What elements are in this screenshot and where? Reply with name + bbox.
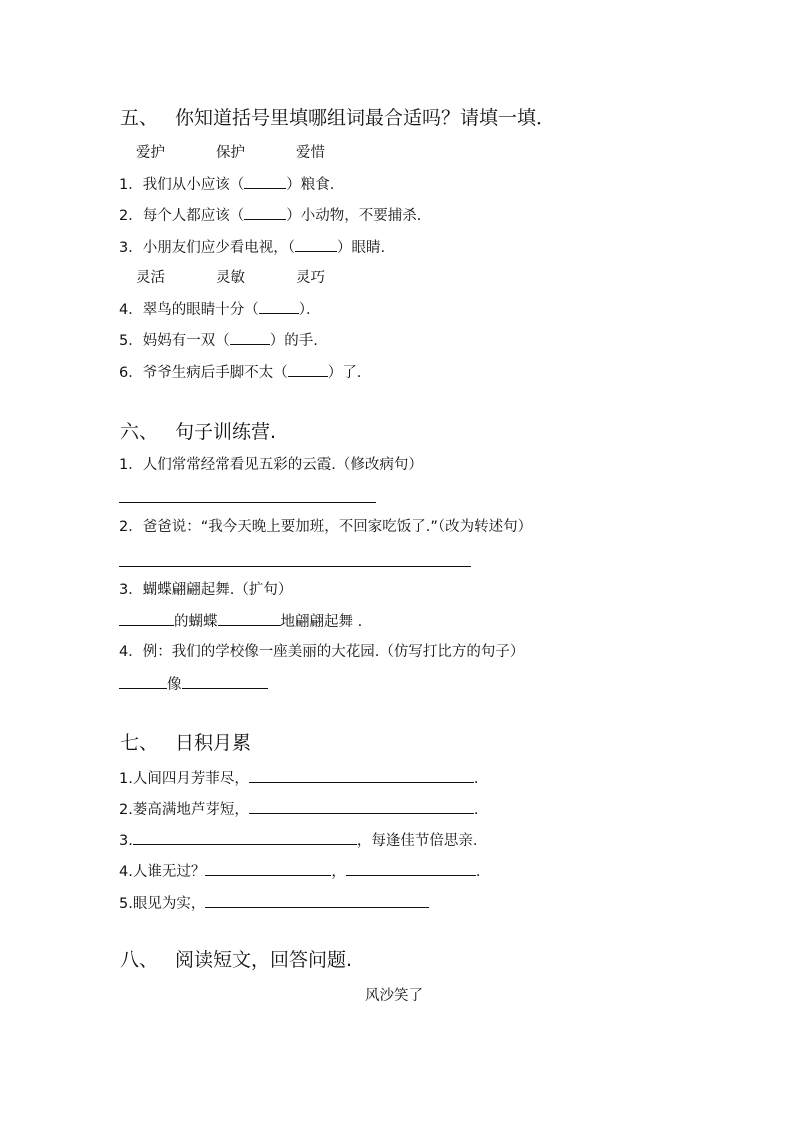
section-8-heading	[120, 948, 352, 972]
question-text: 1．我们从小应该（	[119, 177, 245, 193]
poem-line-1	[119, 768, 478, 789]
question-text: ）小动物，不要捕杀.	[286, 208, 422, 224]
answer-blank[interactable]	[230, 330, 270, 345]
answer-blank[interactable]	[119, 674, 167, 689]
poem-line-2	[119, 799, 478, 820]
question-text: 3．小朋友们应少看电视，（	[119, 240, 295, 256]
poem-text: 2.蒌高满地芦芽短，	[119, 802, 249, 818]
answer-text: 像	[167, 677, 182, 693]
word-option: 灵敏	[216, 270, 245, 286]
question-1: 1．人们常常经常看见五彩的云霞.（修改病句）	[119, 457, 423, 473]
answer-blank[interactable]	[205, 893, 429, 908]
section-6-heading	[120, 420, 276, 444]
word-option: 保护	[216, 145, 245, 161]
poem-text: 1.人间四月芳菲尽，	[119, 771, 249, 787]
question-item	[119, 362, 361, 383]
answer-blank[interactable]	[205, 861, 331, 876]
question-item	[119, 299, 320, 320]
word-option: 爱惜	[296, 145, 325, 161]
poem-text: 4.人谁无过？	[119, 864, 206, 880]
question-item	[119, 330, 318, 351]
question-text: ）的手.	[269, 333, 318, 349]
answer-line[interactable]	[119, 566, 471, 567]
question-text: 5．妈妈有一双（	[119, 333, 230, 349]
answer-blank[interactable]	[346, 861, 476, 876]
answer-blank[interactable]	[182, 674, 268, 689]
section-7-heading	[120, 731, 251, 755]
question-text: 2．每个人都应该（	[119, 208, 245, 224]
answer-blank[interactable]	[244, 174, 286, 189]
poem-line-5	[119, 893, 429, 914]
section-title: 日积月累	[175, 732, 252, 754]
answer-blank[interactable]	[259, 299, 299, 314]
word-options-2	[136, 268, 376, 288]
word-option: 爱护	[136, 145, 165, 161]
answer-blank[interactable]	[119, 611, 174, 626]
section-title: 阅读短文，回答问题.	[175, 949, 353, 971]
answer-blank[interactable]	[133, 830, 357, 845]
section-5-heading	[120, 106, 555, 130]
question-3-answer	[119, 611, 362, 632]
poem-text: 3.	[119, 833, 133, 849]
question-text: ）了.	[327, 365, 362, 381]
section-title: 句子训练营.	[175, 421, 277, 443]
question-item	[119, 174, 334, 195]
punctuation: ，	[331, 864, 346, 880]
question-text: 6．爷爷生病后手脚不太（	[119, 365, 288, 381]
punctuation: .	[475, 864, 481, 880]
section-title: 你知道括号里填哪组词最合适吗？请填一填．	[175, 107, 556, 129]
question-text: 4．翠鸟的眼睛十分（	[119, 302, 259, 318]
answer-text: 的蝴蝶	[174, 614, 218, 630]
answer-text: 地翩翩起舞 .	[280, 614, 363, 630]
section-number: 七、	[120, 732, 159, 754]
question-2: 2．爸爸说：“我今天晚上要加班，不回家吃饭了.”（改为转述句）	[119, 519, 533, 535]
word-option: 灵活	[136, 270, 165, 286]
question-text: ）．	[298, 302, 321, 318]
section-number: 五、	[120, 107, 159, 129]
answer-blank[interactable]	[288, 362, 328, 377]
question-item	[119, 237, 385, 258]
answer-blank[interactable]	[249, 768, 474, 783]
poem-line-4	[119, 861, 480, 882]
section-number: 八、	[120, 949, 159, 971]
article-title: 风沙笑了	[365, 988, 423, 1004]
answer-blank[interactable]	[295, 237, 337, 252]
question-3: 3．蝴蝶翩翩起舞.（扩句）	[119, 582, 293, 598]
answer-blank[interactable]	[249, 799, 474, 814]
question-4-answer	[119, 674, 268, 695]
question-text: ）眼睛.	[336, 240, 386, 256]
question-item	[119, 205, 421, 226]
answer-line[interactable]	[119, 502, 376, 503]
word-option: 灵巧	[296, 270, 325, 286]
poem-text: ，每逢佳节倍思亲.	[356, 833, 478, 849]
poem-line-3	[119, 830, 477, 851]
punctuation: .	[473, 802, 479, 818]
answer-blank[interactable]	[244, 205, 286, 220]
question-4: 4．例：我们的学校像一座美丽的大花园.（仿写打比方的句子）	[119, 644, 525, 660]
word-options-1	[136, 143, 376, 163]
question-text: ）粮食.	[286, 177, 335, 193]
poem-text: 5.眼见为实，	[119, 896, 206, 912]
punctuation: .	[473, 771, 479, 787]
answer-blank[interactable]	[218, 611, 281, 626]
section-number: 六、	[120, 421, 159, 443]
